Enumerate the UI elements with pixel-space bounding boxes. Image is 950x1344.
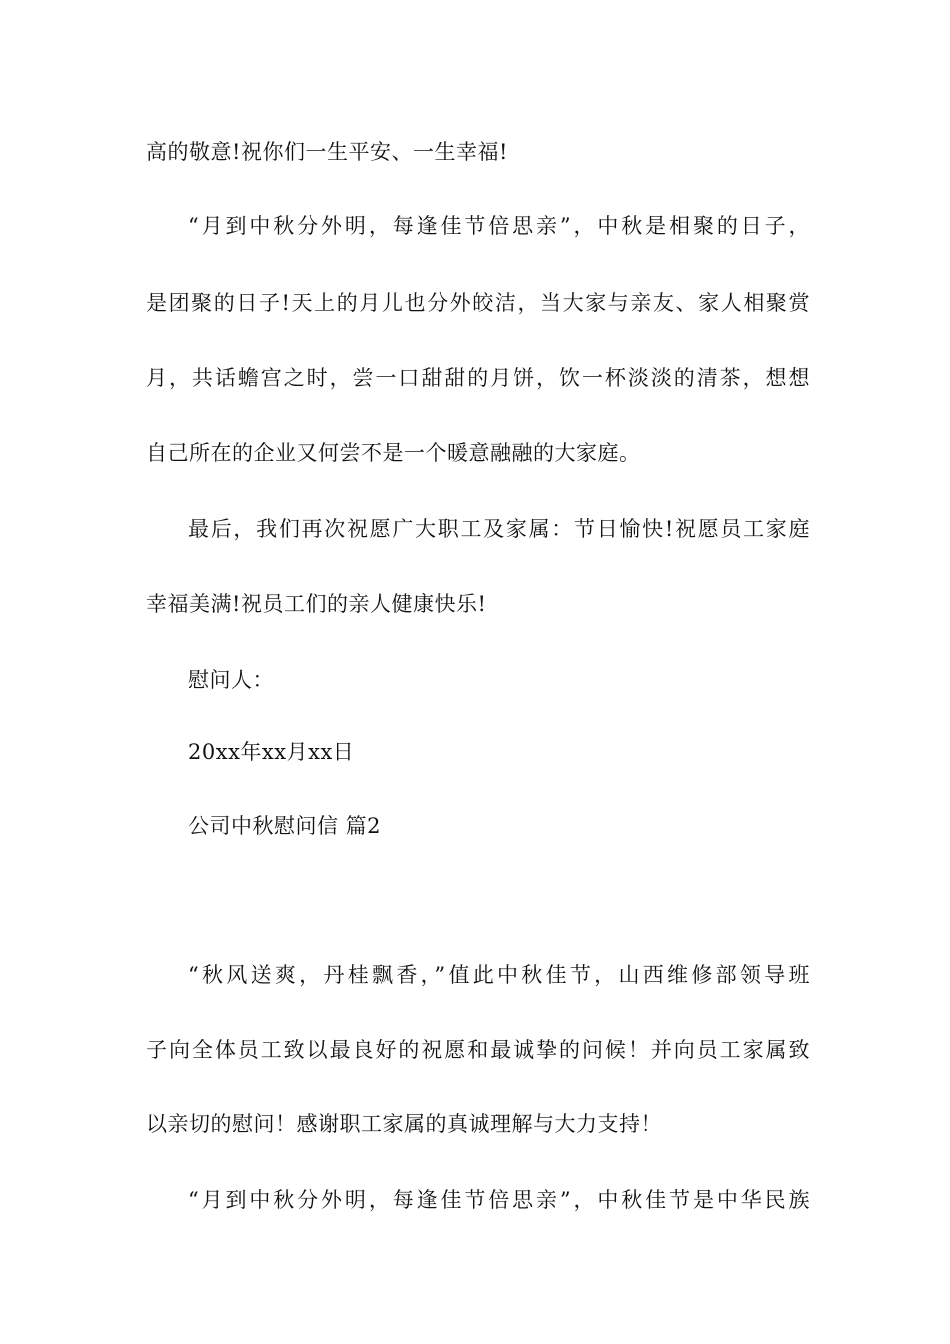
signature-label: 慰问人： [188,668,274,692]
paragraph-line: 月，共话蟾宫之时，尝一口甜甜的月饼，饮一杯淡淡的清茶，想想 [146,366,810,390]
paragraph-line: 高的敬意!祝你们一生平安、一生幸福! [146,140,508,164]
paragraph-line: “月到中秋分外明，每逢佳节倍思亲”，中秋佳节是中华民族 [188,1188,810,1212]
paragraph-line: 幸福美满!祝员工们的亲人健康快乐! [146,592,487,616]
paragraph-line: “月到中秋分外明，每逢佳节倍思亲”，中秋是相聚的日子， [188,214,810,238]
paragraph-line: 是团聚的日子!天上的月儿也分外皎洁，当大家与亲友、家人相聚赏 [146,291,810,315]
paragraph-line: 最后，我们再次祝愿广大职工及家属：节日愉快!祝愿员工家庭 [188,517,810,541]
paragraph-line: 以亲切的慰问！感谢职工家属的真诚理解与大力支持！ [146,1112,662,1136]
paragraph-line: 子向全体员工致以最良好的祝愿和最诚挚的问候！并向员工家属致 [146,1038,810,1062]
section-heading: 公司中秋慰问信 篇2 [188,814,382,838]
paragraph-line: “秋风送爽，丹桂飘香，”值此中秋佳节，山西维修部领导班 [188,963,810,987]
signature-date: 20xx年xx月xx日 [188,740,355,764]
paragraph-line: 自己所在的企业又何尝不是一个暖意融融的大家庭。 [146,441,641,465]
